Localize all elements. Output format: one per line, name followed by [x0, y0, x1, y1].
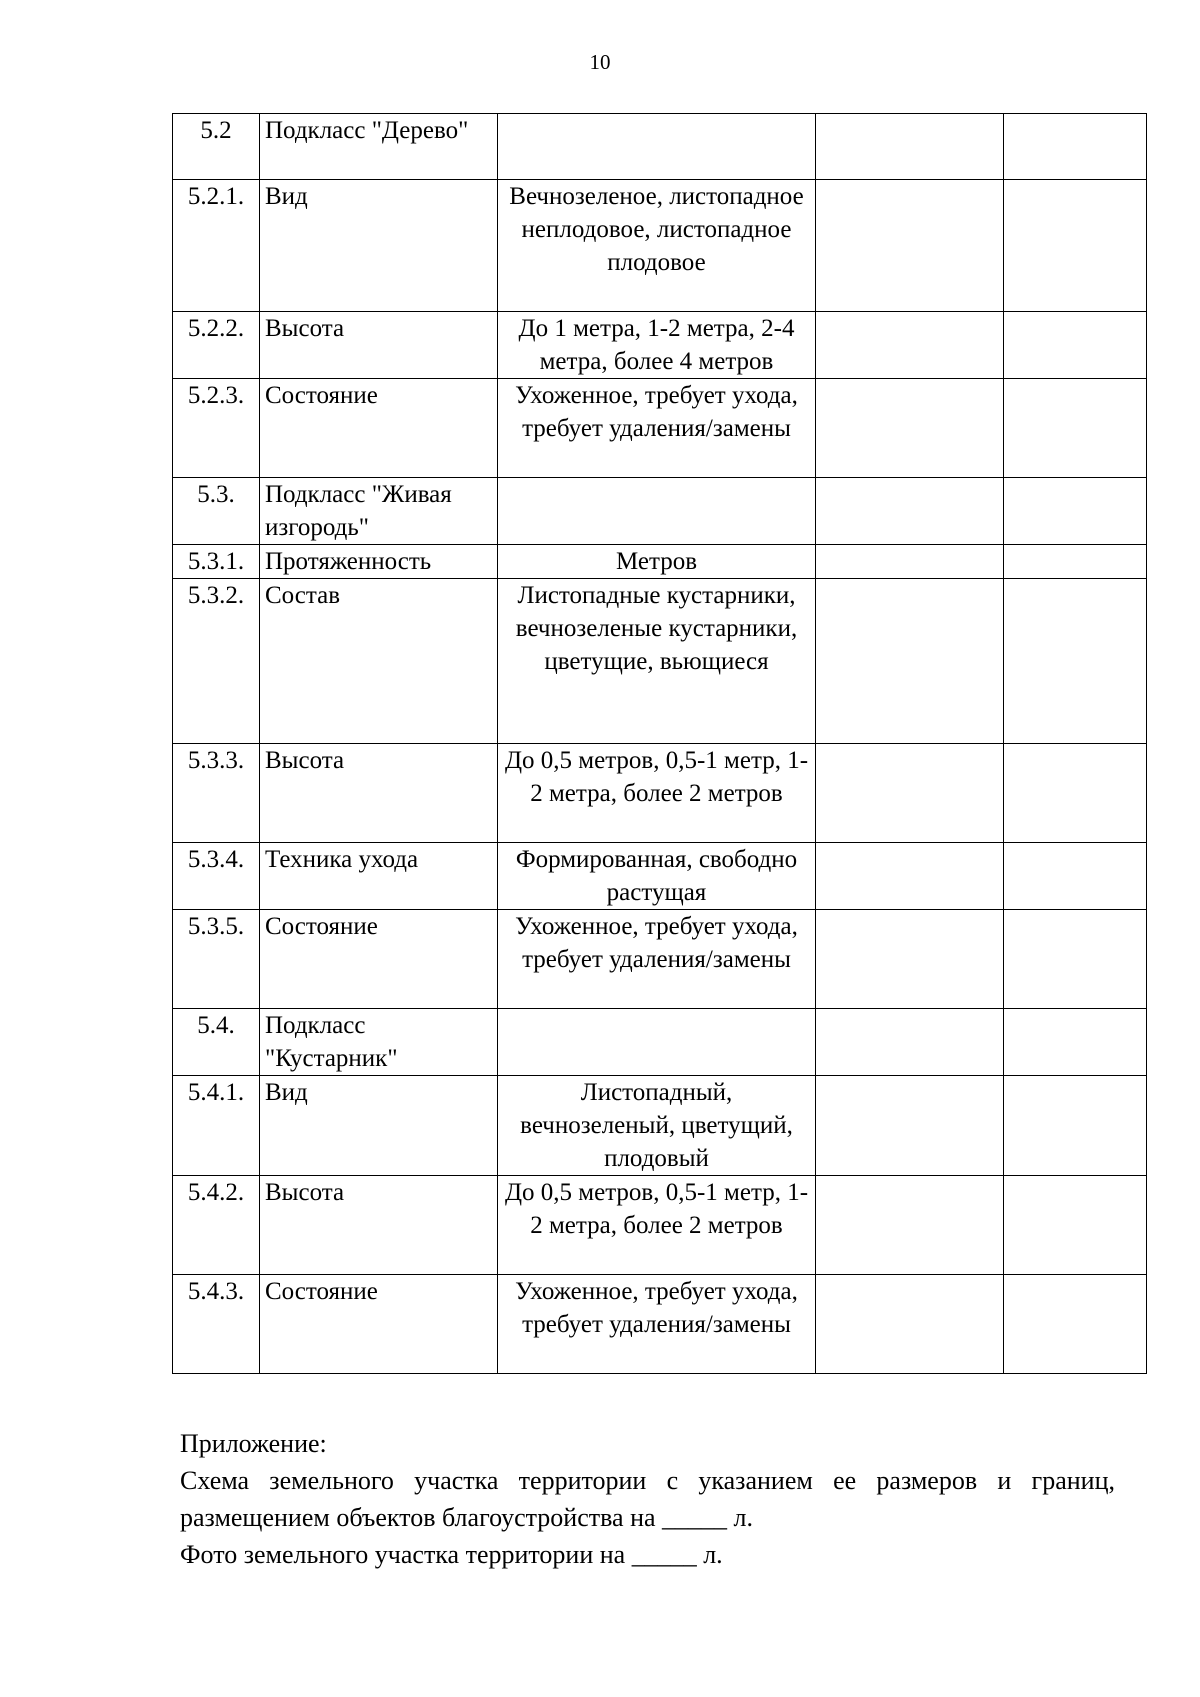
row-number: 5.4.1. [173, 1076, 260, 1176]
row-number: 5.2 [173, 114, 260, 180]
row-col5 [1004, 910, 1147, 1009]
row-number: 5.3.2. [173, 579, 260, 744]
row-name: Вид [260, 1076, 498, 1176]
row-value: До 0,5 метров, 0,5-1 метр, 1-2 метра, более 2 метров [498, 1176, 816, 1275]
row-number: 5.3.5. [173, 910, 260, 1009]
row-value: Ухоженное, требует ухода, требует удаления/замены [498, 1275, 816, 1374]
table-row [173, 1176, 1147, 1275]
row-name: Состояние [260, 910, 498, 1009]
row-name: Высота [260, 744, 498, 843]
table-row [173, 1009, 1147, 1076]
row-number: 5.2.2. [173, 312, 260, 379]
row-col4 [816, 744, 1004, 843]
page-number: 10 [589, 50, 611, 74]
row-col5 [1004, 1009, 1147, 1076]
appendix-section [180, 1425, 1115, 1573]
row-col5 [1004, 744, 1147, 843]
row-name: Подкласс "Кустарник" [260, 1009, 498, 1076]
row-name: Техника ухода [260, 843, 498, 910]
table-row [173, 180, 1147, 312]
appendix-line-objects: размещением объектов благоустройства на _____ л. [180, 1503, 754, 1532]
table-row [173, 312, 1147, 379]
table-row [173, 579, 1147, 744]
row-col5 [1004, 843, 1147, 910]
table-row [173, 843, 1147, 910]
table-row [173, 379, 1147, 478]
row-col4 [816, 312, 1004, 379]
table-row [173, 545, 1147, 579]
row-col5 [1004, 114, 1147, 180]
row-name: Протяженность [260, 545, 498, 579]
table-row [173, 1275, 1147, 1374]
table-row [173, 1076, 1147, 1176]
row-col4 [816, 478, 1004, 545]
row-value: Вечнозеленое, листопадное неплодовое, листопадное плодовое [498, 180, 816, 312]
row-value: Метров [498, 545, 816, 579]
row-col4 [816, 1009, 1004, 1076]
row-value [498, 478, 816, 545]
row-number: 5.3.3. [173, 744, 260, 843]
row-col5 [1004, 545, 1147, 579]
row-name: Подкласс "Живая изгородь" [260, 478, 498, 545]
row-number: 5.2.3. [173, 379, 260, 478]
row-number: 5.3.1. [173, 545, 260, 579]
row-name: Подкласс "Дерево" [260, 114, 498, 180]
row-col5 [1004, 312, 1147, 379]
row-name: Высота [260, 1176, 498, 1275]
row-name: Состояние [260, 379, 498, 478]
row-value: До 1 метра, 1-2 метра, 2-4 метра, более 4 метров [498, 312, 816, 379]
row-col5 [1004, 1275, 1147, 1374]
row-col4 [816, 843, 1004, 910]
row-col4 [816, 910, 1004, 1009]
row-value [498, 114, 816, 180]
row-number: 5.4.2. [173, 1176, 260, 1275]
specification-table [172, 113, 1147, 1374]
row-name: Состояние [260, 1275, 498, 1374]
appendix-line-scheme: Схема земельного участка территории с указанием ее размеров и границ, [180, 1466, 1115, 1495]
appendix-line-photo: Фото земельного участка территории на _____ л. [180, 1540, 723, 1569]
row-col5 [1004, 478, 1147, 545]
table-row [173, 910, 1147, 1009]
row-col5 [1004, 1076, 1147, 1176]
row-col4 [816, 545, 1004, 579]
row-col4 [816, 180, 1004, 312]
appendix-title: Приложение: [180, 1429, 327, 1458]
row-value: Ухоженное, требует ухода, требует удаления/замены [498, 910, 816, 1009]
row-value: Листопадный, вечнозеленый, цветущий, плодовый [498, 1076, 816, 1176]
row-number: 5.3. [173, 478, 260, 545]
row-col5 [1004, 1176, 1147, 1275]
row-col5 [1004, 579, 1147, 744]
row-name: Вид [260, 180, 498, 312]
table-row [173, 114, 1147, 180]
row-col4 [816, 1176, 1004, 1275]
row-col4 [816, 379, 1004, 478]
row-value: Формированная, свободно растущая [498, 843, 816, 910]
row-value: Листопадные кустарники, вечнозеленые кустарники, цветущие, вьющиеся [498, 579, 816, 744]
row-name: Высота [260, 312, 498, 379]
table-row [173, 744, 1147, 843]
row-value: Ухоженное, требует ухода, требует удаления/замены [498, 379, 816, 478]
row-number: 5.4. [173, 1009, 260, 1076]
row-name: Состав [260, 579, 498, 744]
row-value [498, 1009, 816, 1076]
row-col4 [816, 1275, 1004, 1374]
row-col4 [816, 114, 1004, 180]
row-col5 [1004, 180, 1147, 312]
row-number: 5.3.4. [173, 843, 260, 910]
row-number: 5.4.3. [173, 1275, 260, 1374]
table-row [173, 478, 1147, 545]
row-value: До 0,5 метров, 0,5-1 метр, 1-2 метра, более 2 метров [498, 744, 816, 843]
row-col4 [816, 579, 1004, 744]
row-col5 [1004, 379, 1147, 478]
row-number: 5.2.1. [173, 180, 260, 312]
row-col4 [816, 1076, 1004, 1176]
